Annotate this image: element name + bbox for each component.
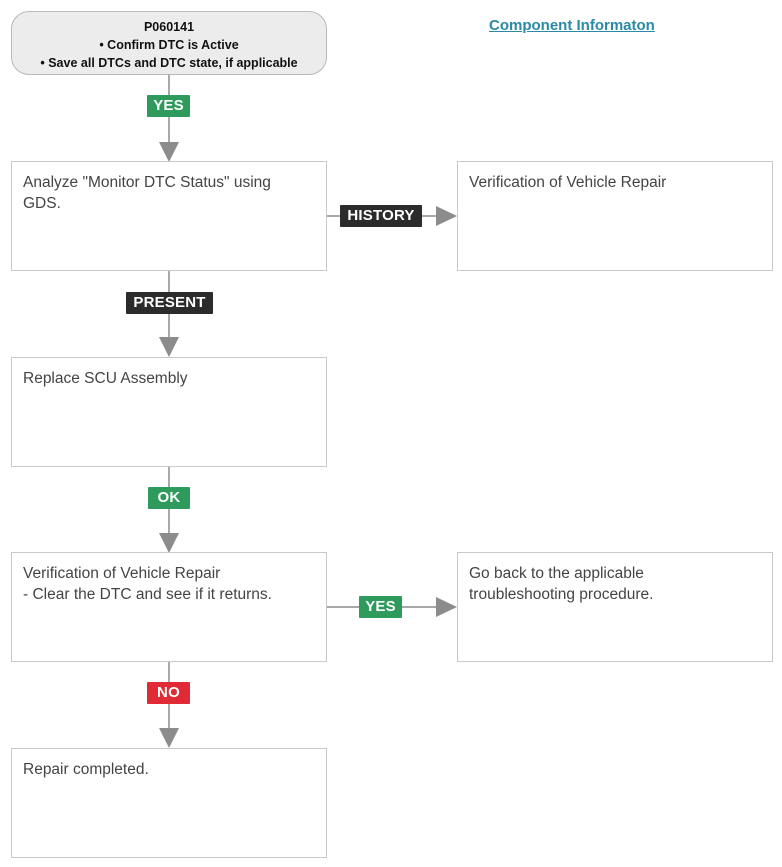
arrow-right-1 xyxy=(436,206,457,226)
analyze-box xyxy=(11,161,327,271)
completed-line-1: Repair completed. xyxy=(23,761,149,778)
present-badge: PRESENT xyxy=(126,292,213,314)
start-bullet-2: • Save all DTCs and DTC state, if applicable xyxy=(40,56,298,70)
completed-box xyxy=(11,748,327,858)
goback-line-1: Go back to the applicable xyxy=(469,565,644,582)
analyze-line-2: GDS. xyxy=(23,195,61,212)
verification-right-box xyxy=(457,161,773,271)
goback-box xyxy=(457,552,773,662)
verification-line-1: Verification of Vehicle Repair xyxy=(23,565,221,582)
no-badge: NO xyxy=(147,682,190,704)
goback-line-2: troubleshooting procedure. xyxy=(469,586,654,603)
replace-line-1: Replace SCU Assembly xyxy=(23,370,188,387)
dtc-code: P060141 xyxy=(143,20,195,34)
verification-right-line-1: Verification of Vehicle Repair xyxy=(469,174,667,191)
start-node xyxy=(11,11,327,75)
replace-box xyxy=(11,357,327,467)
arrow-right-2 xyxy=(436,597,457,617)
arrow-down-4 xyxy=(159,728,179,748)
history-badge: HISTORY xyxy=(340,205,422,227)
ok-badge: OK xyxy=(148,487,190,509)
yes-badge-right: YES xyxy=(359,596,402,618)
component-information-link[interactable]: Component Informaton xyxy=(489,17,655,34)
arrow-down-1 xyxy=(159,142,179,162)
start-bullet-1: • Confirm DTC is Active xyxy=(99,38,239,52)
analyze-line-1: Analyze "Monitor DTC Status" using xyxy=(23,174,271,191)
arrow-down-2 xyxy=(159,337,179,357)
verification-box xyxy=(11,552,327,662)
yes-badge-top: YES xyxy=(147,95,190,117)
verification-line-2: - Clear the DTC and see if it returns. xyxy=(23,586,272,603)
arrow-down-3 xyxy=(159,533,179,553)
